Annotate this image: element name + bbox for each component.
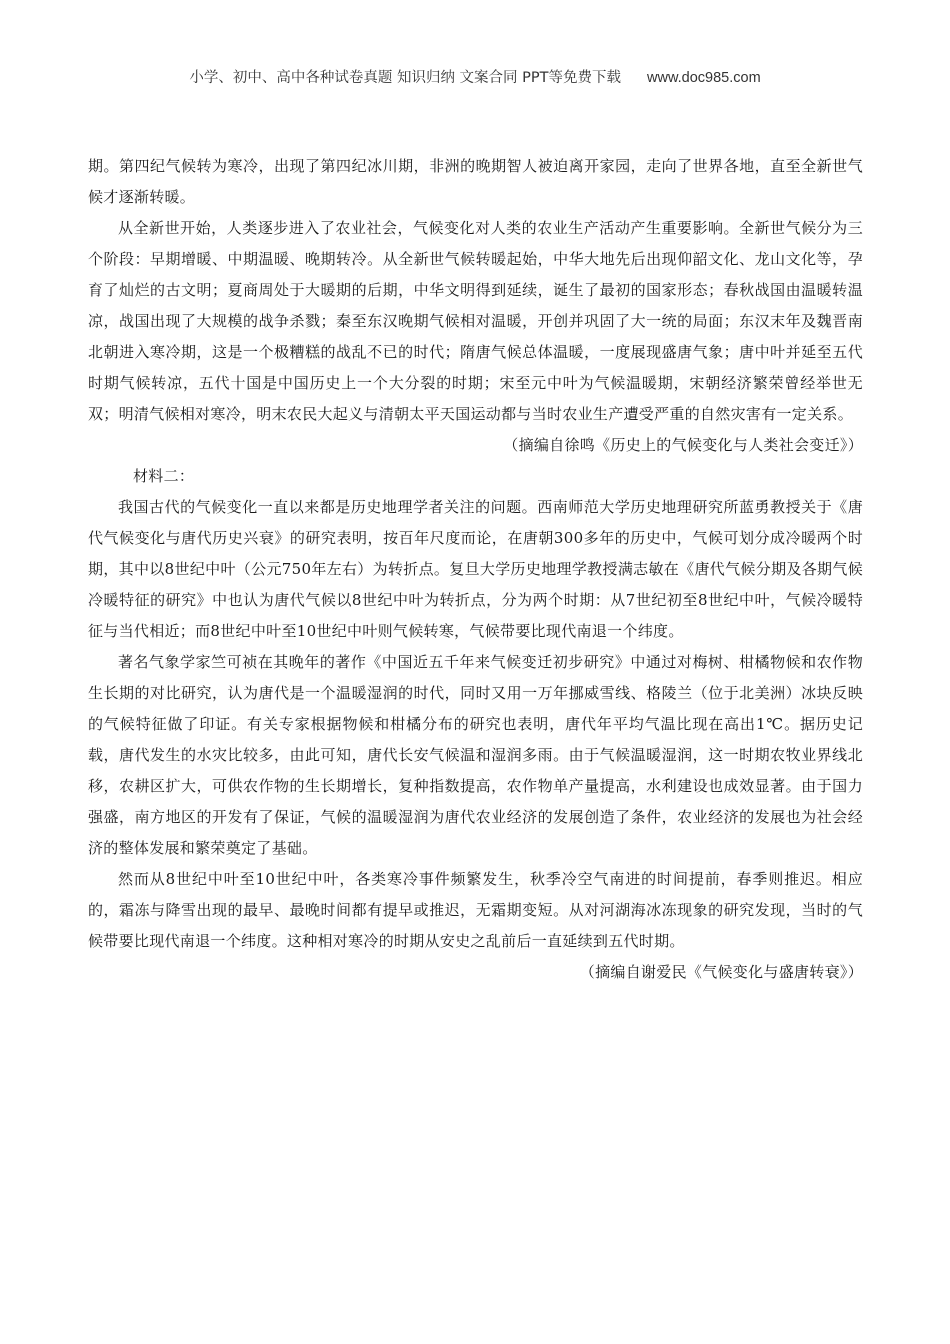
source-citation-1: （摘编自徐鸣《历史上的气候变化与人类社会变迁》） bbox=[503, 436, 863, 454]
material-two-label: 材料二： bbox=[133, 467, 195, 485]
paragraph-holocene: 从全新世开始，人类逐步进入了农业社会，气候变化对人类的农业生产活动产生重要影响。全新世气候分为三个阶段：早期增暖、中期温暖、晚期转冷。从全新世气候转暖起始，中华大地先后出现仰韶文化、龙山文化等，孕育了灿烂的古文明；夏商周处于大暖期的后期，中华文明得到延续，诞生了最初的国家形态；春秋战国由温暖转温凉，战国出现了大规模的战争杀戮；秦至东汉晚期气候相对温暖，开创并巩固了大一统的局面；东汉末年及魏晋南北朝进入寒冷期，这是一个极糟糕的战乱不已的时代；隋唐气候总体温暖，一度展现盛唐气象；唐中叶并延至五代时期气候转凉，五代十国是中国历史上一个大分裂的时期；宋至元中叶为气候温暖期，宋朝经济繁荣曾经举世无双；明清气候相对寒冷，明末农民大起义与清朝太平天国运动都与当时农业生产遭受严重的自然灾害有一定关系。 bbox=[88, 219, 863, 423]
source-citation-2: （摘编自谢爱民《气候变化与盛唐转衰》） bbox=[579, 963, 863, 981]
article-body bbox=[88, 151, 863, 988]
paragraph-tang-periods: 我国古代的气候变化一直以来都是历史地理学者关注的问题。西南师范大学历史地理研究所蓝勇教授关于《唐代气候变化与唐代历史兴衰》的研究表明，按百年尺度而论，在唐朝300多年的历史中，气候可划分成冷暖两个时期，其中以8世纪中叶（公元750年左右）为转折点。复旦大学历史地理学教授满志敏在《唐代气候分期及各期气候冷暖特征的研究》中也认为唐代气候以8世纪中叶为转折点，分为两个时期：从7世纪初至8世纪中叶，气候冷暖特征与当代相近；而8世纪中叶至10世纪中叶则气候转寒，气候带要比现代南退一个纬度。 bbox=[88, 498, 863, 640]
paragraph-continuation: 期。第四纪气候转为寒冷，出现了第四纪冰川期，非洲的晚期智人被迫离开家园，走向了世界各地，直至全新世气候才逐渐转暖。 bbox=[88, 157, 863, 206]
header-site-link[interactable]: www.doc985.com bbox=[647, 70, 761, 86]
page-header bbox=[0, 66, 950, 87]
header-text: 小学、初中、高中各种试卷真题 知识归纳 文案合同 PPT等免费下载 bbox=[189, 70, 622, 86]
paragraph-tang-warm: 著名气象学家竺可祯在其晚年的著作《中国近五千年来气候变迁初步研究》中通过对梅树、柑橘物候和农作物生长期的对比研究，认为唐代是一个温暖湿润的时代，同时又用一万年挪威雪线、格陵兰（位于北美洲）冰块反映的气候特征做了印证。有关专家根据物候和柑橘分布的研究也表明，唐代年平均气温比现在高出1℃。据历史记载，唐代发生的水灾比较多，由此可知，唐代长安气候温和湿润多雨。由于气候温暖湿润，这一时期农牧业界线北移，农耕区扩大，可供农作物的生长期增长，复种指数提高，农作物单产量提高，水利建设也成效显著。由于国力强盛，南方地区的开发有了保证，气候的温暖湿润为唐代农业经济的发展创造了条件，农业经济的发展也为社会经济的整体发展和繁荣奠定了基础。 bbox=[88, 653, 863, 857]
paragraph-tang-cold: 然而从8世纪中叶至10世纪中叶，各类寒冷事件频繁发生，秋季冷空气南进的时间提前，春季则推迟。相应的，霜冻与降雪出现的最早、最晚时间都有提早或推迟，无霜期变短。从对河湖海冰冻现象的研究发现，当时的气候带要比现代南退一个纬度。这种相对寒冷的时期从安史之乱前后一直延续到五代时期。 bbox=[88, 870, 863, 950]
